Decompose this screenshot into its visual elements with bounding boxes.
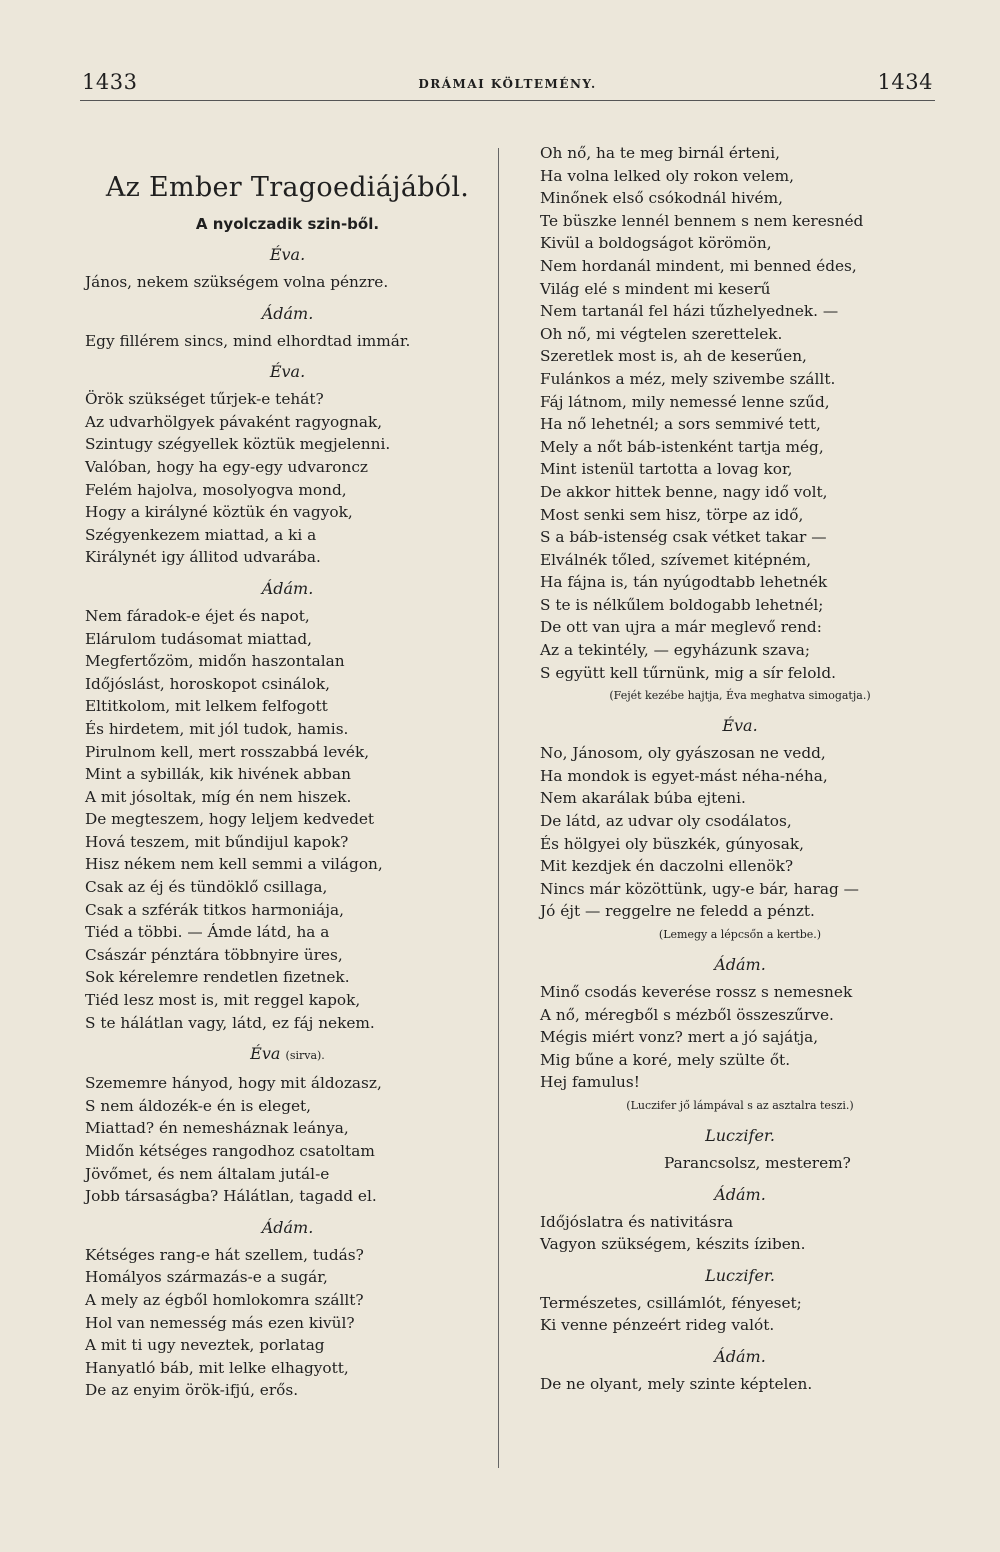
verse-line: Ha mondok is egyet-mást néha-néha, (540, 766, 828, 785)
speaker-name (85, 243, 490, 267)
speaker-label: Ádám. (261, 578, 314, 598)
speaker-label: Éva. (722, 716, 758, 736)
verse-line: S nem áldozék-e én is eleget, (85, 1096, 312, 1115)
speaker-name (540, 714, 940, 738)
verse-line: Elválnék tőled, szívemet kitépném, (540, 550, 812, 569)
verse-line: Császár pénztára többnyire üres, (85, 945, 343, 964)
column-divider (498, 148, 499, 1468)
verse-line: Hová teszem, mit bűndijul kapok? (85, 832, 349, 851)
running-title: DRÁMAI KÖLTEMÉNY. (418, 77, 597, 91)
speaker-name (540, 1345, 940, 1369)
verse-line: Hisz nékem nem kell semmi a világon, (85, 855, 383, 874)
verse-line: Eltitkolom, mit lelkem felfogott (85, 697, 328, 716)
verse-line: Mégis miért vonz? mert a jó sajátja, (540, 1028, 819, 1047)
speaker-name (85, 1042, 490, 1068)
verse-line: És hölgyei oly büszkék, gúnyosak, (540, 834, 804, 853)
verse-line: Jobb társaságba? Hálátlan, tagadd el. (85, 1187, 377, 1206)
verse-line: Midőn kétséges rangodhoz csatoltam (85, 1142, 375, 1160)
verse-line: Minőnek első csókodnál hivém, (540, 189, 783, 208)
verse-line: Hol van nemesség más ezen kivül? (85, 1313, 355, 1332)
verse-line: A mit jósoltak, míg én nem hiszek. (85, 787, 352, 806)
verse-line: Elárulom tudásomat miattad, (85, 629, 313, 648)
left-column-body (85, 243, 490, 1402)
verse-line: Most senki sem hisz, törpe az idő, (540, 505, 804, 524)
verse-line: Örök szükséget tűrjek-e tehát? (85, 390, 324, 409)
verse-line: Mig bűne a koré, mely szülte őt. (540, 1050, 791, 1069)
verse-line: S a báb-istenség csak vétket takar — (540, 528, 827, 547)
speaker-name (540, 1124, 940, 1148)
verse-line: Szeretlek most is, ah de keserűen, (540, 347, 807, 366)
verse-line: Tiéd lesz most is, mit reggel kapok, (85, 991, 361, 1010)
verse-line: Fáj látnom, mily nemessé lenne szűd, (540, 392, 830, 411)
verse-line: Oh nő, mi végtelen szerettelek. (540, 324, 783, 343)
verse-line: Hogy a királyné köztük én vagyok, (85, 503, 353, 522)
verse-line: A mit ti ugy neveztek, porlatag (85, 1336, 325, 1355)
verse-line: Nem akarálak búba ejteni. (540, 789, 746, 808)
speaker-label: Ádám. (714, 955, 766, 974)
verse-line: De ne olyant, mely szinte képtelen. (540, 1374, 813, 1393)
verse-line: Hej famulus! (540, 1073, 640, 1092)
verse-line: Nem tartanál fel házi tűzhelyednek. — (540, 302, 839, 321)
right-column (540, 142, 940, 1396)
verse-line: A mely az égből homlokomra szállt? (85, 1290, 364, 1309)
verse-line: Tiéd a többi. — Ámde látd, ha a (85, 923, 330, 942)
verse-line: De az enyim örök-ifjú, erős. (85, 1381, 299, 1400)
speaker-label: Éva (250, 1044, 281, 1064)
verse-line: Nem hordanál mindent, mi benned édes, (540, 256, 857, 275)
verse-line: Időjóslatra és nativitásra (540, 1212, 734, 1231)
speaker-name (540, 953, 940, 977)
verse-line: Kétséges rang-e hát szellem, tudás? (85, 1245, 364, 1264)
verse-line: Szégyenkezem miattad, a ki a (85, 525, 317, 544)
speaker-label: Éva. (269, 245, 306, 264)
verse-line: Királynét igy állitod udvarába. (85, 548, 321, 567)
verse-line: Jó éjt — reggelre ne feledd a pénzt. (540, 902, 815, 921)
verse-line: A nő, méregből s mézből összeszűrve. (540, 1005, 834, 1024)
verse-line: Parancsolsz, mesterem? (664, 1153, 851, 1172)
verse-line: Minő csodás keverése rossz s nemesnek (540, 983, 853, 1001)
verse-line: Oh nő, ha te meg birnál érteni, (540, 144, 781, 162)
verse-line: S te is nélkűlem boldogabb lehetnél; (540, 595, 824, 614)
verse-line: Csak az éj és tündöklő csillaga, (85, 878, 328, 897)
verse-line: Természetes, csillámlót, fényeset; (540, 1293, 802, 1312)
verse-line: Homályos származás-e a sugár, (85, 1268, 328, 1287)
verse-line: Te büszke lennél bennem s nem keresnéd (540, 211, 864, 230)
verse-line: Pirulnom kell, mert rosszabbá levék, (85, 742, 370, 761)
left-column (85, 172, 490, 1402)
verse-line: S együtt kell tűrnünk, mig a sír felold. (540, 663, 836, 682)
verse-line: Fulánkos a méz, mely szivembe szállt. (540, 369, 836, 388)
verse-line: Ha nő lehetnél; a sors semmivé tett, (540, 415, 821, 434)
stage-direction: (Luczifer jő lámpával s az asztalra teszi.) (626, 1098, 854, 1112)
speaker-label: Luczifer. (705, 1125, 775, 1145)
verse-line: Időjóslást, horoskopot csinálok, (85, 674, 331, 693)
verse-line: Ki venne pénzeért rideg valót. (540, 1316, 775, 1335)
speaker-label: Éva. (269, 362, 306, 382)
verse-line: Ha fájna is, tán nyúgodtabb lehetnék (540, 573, 828, 592)
verse-line: Kivül a boldogságot körömön, (540, 234, 772, 253)
verse-line: De akkor hittek benne, nagy idő volt, (540, 482, 828, 501)
speaker-label: Ádám. (714, 1184, 766, 1204)
poem-title: Az Ember Tragoediájából. (105, 172, 470, 203)
speaker-name (85, 577, 490, 601)
verse-line: Sok kérelemre rendetlen fizetnek. (85, 968, 350, 987)
speaker-name (85, 360, 490, 384)
verse-line: Nem fáradok-e éjet és napot, (85, 606, 310, 625)
poem-subtitle: A nyolczadik szin-ből. (195, 215, 380, 233)
verse-line: Egy fillérem sincs, mind elhordtad immár. (85, 331, 411, 350)
speaker-name (85, 1216, 490, 1240)
verse-line: De megteszem, hogy leljem kedvedet (85, 810, 375, 829)
speaker-label: Ádám. (714, 1346, 766, 1366)
verse-line: De látd, az udvar oly csodálatos, (540, 812, 792, 831)
verse-line: Nincs már közöttünk, ugy-e bár, harag — (540, 879, 859, 898)
verse-line: Jövőmet, és nem általam jutál-e (85, 1164, 330, 1183)
verse-line: Az a tekintély, — egyházunk szava; (540, 641, 811, 660)
verse-line: S te hálátlan vagy, látd, ez fáj nekem. (85, 1013, 375, 1032)
verse-line: Vagyon szükségem, készits íziben. (540, 1235, 806, 1254)
verse-line: Hanyatló báb, mit lelke elhagyott, (85, 1358, 349, 1377)
verse-line: Világ elé s mindent mi keserű (540, 279, 771, 298)
verse-line: És hirdetem, mit jól tudok, hamis. (85, 719, 349, 738)
speaker-label: Ádám. (261, 303, 314, 323)
stage-direction: (Lemegy a lépcsőn a kertbe.) (658, 928, 822, 941)
verse-line: János, nekem szükségem volna pénzre. (85, 273, 389, 291)
verse-line: Mint a sybillák, kik hivének abban (85, 765, 351, 784)
speaker-name (540, 1264, 940, 1288)
verse-line: Csak a szférák titkos harmoniája, (85, 900, 344, 919)
verse-line: Szintugy szégyellek köztük megjelenni. (85, 435, 391, 454)
verse-line: De ott van ujra a már meglevő rend: (540, 618, 822, 637)
page-number-left: 1433 (82, 70, 138, 94)
speaker-note: (sirva). (285, 1049, 325, 1063)
verse-line: Miattad? én nemesháznak leánya, (85, 1119, 349, 1138)
verse-line: Szememre hányod, hogy mit áldozasz, (85, 1074, 382, 1093)
verse-line: Mely a nőt báb-istenként tartja még, (540, 437, 824, 456)
speaker-name (540, 1183, 940, 1207)
verse-line: Ha volna lelked oly rokon velem, (540, 166, 795, 185)
verse-line: Valóban, hogy ha egy-egy udvaroncz (85, 457, 368, 476)
verse-line: No, Jánosom, oly gyászosan ne vedd, (540, 744, 826, 763)
verse-line: Mint istenül tartotta a lovag kor, (540, 460, 793, 479)
verse-line: Felém hajolva, mosolyogva mond, (85, 480, 347, 499)
right-column-body (540, 142, 940, 1396)
stage-direction: (Fejét kezébe hajtja, Éva meghatva simogatja.) (609, 689, 871, 703)
speaker-name (85, 302, 490, 326)
running-header (80, 70, 935, 101)
verse-line: Mit kezdjek én daczolni ellenök? (540, 857, 794, 876)
page-number-right: 1434 (877, 70, 933, 94)
speaker-label: Luczifer. (705, 1265, 775, 1285)
verse-line: Megfertőzöm, midőn haszontalan (85, 652, 345, 671)
verse-line: Az udvarhölgyek pávaként ragyognak, (85, 412, 383, 431)
speaker-label: Ádám. (261, 1217, 314, 1237)
